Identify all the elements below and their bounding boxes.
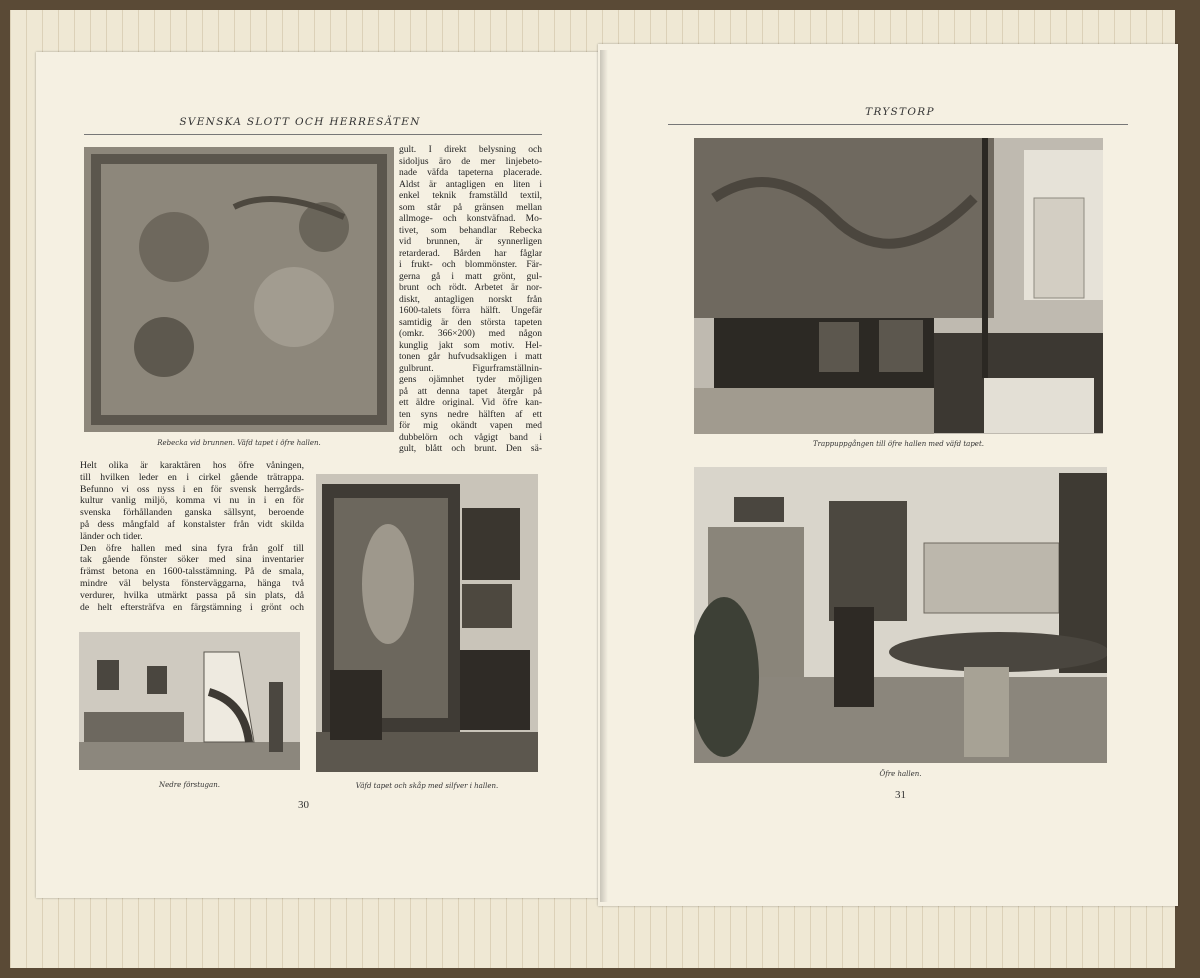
left-running-head: SVENSKA SLOTT OCH HERRESÄTEN [179, 116, 421, 128]
text-line: för mig okändt vapen med [399, 421, 542, 431]
text-line: Äldst är antagligen en liten i [399, 179, 542, 190]
text-line: vid brunnen, är synnerligen [399, 237, 542, 247]
text-line: dubbelörn och vågigt band i [399, 432, 542, 443]
text-line: som står på gränsen mellan [399, 202, 542, 213]
text-line: svenska förhållanden ganska sällsynt, beroende [80, 507, 304, 519]
text-line: (omkr. 366×200) med någon [399, 329, 542, 339]
text-line: Den öfre hallen med sina fyra från golf till [80, 542, 304, 554]
right-page-number: 31 [895, 789, 906, 801]
text-line: enkel teknik framställd textil, [399, 191, 542, 201]
lower-room-photo [79, 632, 300, 770]
text-line: sidoljus äro de mer linjebeto- [399, 156, 542, 167]
lower-room-caption: Nedre förstugan. [159, 781, 220, 789]
text-line: mindre väl belysta fönsterväggarna, hänga två [80, 577, 304, 589]
right-running-head: TRYSTORP [865, 106, 935, 118]
text-line: länder och tider. [80, 530, 143, 542]
text-line: kultur vanlig miljö, komma vi nu in i en för [80, 495, 304, 507]
text-line: brunt och rödt. Arbetet är nor- [399, 283, 542, 293]
left-text-column [80, 460, 304, 613]
text-line: gulbrunt. Figurframställnin- [399, 363, 542, 374]
tapestry-photo [84, 147, 394, 432]
text-line: gerna gå i matt grönt, gul- [399, 271, 542, 282]
text-line: gens ojämnhet tyder möjligen [399, 375, 542, 385]
left-head-rule [84, 134, 542, 135]
text-line: tak gående fönster söker med sina inventarier [80, 554, 304, 566]
staircase-caption: Trappuppgången till öfre hallen med väfd tapet. [812, 440, 984, 448]
text-line: Befunno vi oss nyss i en för svensk herrgårds- [80, 483, 304, 495]
book-spine [600, 50, 608, 902]
text-line: Helt olika är karaktären hos öfre våningen, [80, 460, 304, 471]
text-line: de helt eftersträfva en färgstämning i grönt och [80, 601, 304, 613]
upper-hall-caption: Öfre hallen. [879, 770, 922, 778]
text-line: gult, blått och brunt. Den sä- [399, 444, 542, 454]
upper-hall-photo [694, 467, 1107, 763]
text-line: samtidig är den största tapeten [399, 317, 542, 328]
text-line: allmoge- och konstväfnad. Mo- [399, 214, 542, 224]
text-line: tonen går hufvudsakligen i matt [399, 352, 542, 362]
cabinet-caption: Väfd tapet och skåp med silfver i hallen. [355, 782, 499, 790]
tapestry-cabinet-photo [316, 474, 538, 772]
tapestry-caption: Rebecka vid brunnen. Väfd tapet i öfre hallen. [157, 439, 321, 447]
text-line: ten syns nedre hälften af ett [399, 409, 542, 420]
left-page-number: 30 [298, 799, 309, 811]
text-line: kunglig jakt som motiv. Hel- [399, 340, 542, 351]
text-line: främst betona en 1600-talsstämning. På de smala, [80, 566, 304, 578]
text-line: verdurer, hvilka utmärkt passa på sin plats, då [80, 589, 304, 601]
right-text-column [399, 145, 542, 456]
text-line: nade väfda tapeterna placerade. [399, 168, 542, 178]
text-line: i frukt- och blommönster. Fär- [399, 260, 542, 270]
text-line: tivet, som behandlar Rebecka [399, 225, 542, 236]
text-line: på att denna tapet återgår på [399, 386, 542, 397]
text-line: gult. I direkt belysning och [399, 145, 542, 155]
text-line: på dess mångfald af konstalster från vidt skilda [80, 518, 304, 530]
staircase-photo [694, 138, 1103, 434]
right-head-rule [668, 124, 1128, 125]
text-line: ett äldre original. Vid öfre kan- [399, 398, 542, 408]
text-line: 1600-talets förra hälft. Ungefär [399, 306, 542, 316]
text-line: till hvilken leder en i cirkel gående trätrappa. [80, 471, 304, 483]
text-line: diskt, antagligen norskt från [399, 294, 542, 305]
text-line: retarderad. Bården har fåglar [399, 248, 542, 259]
